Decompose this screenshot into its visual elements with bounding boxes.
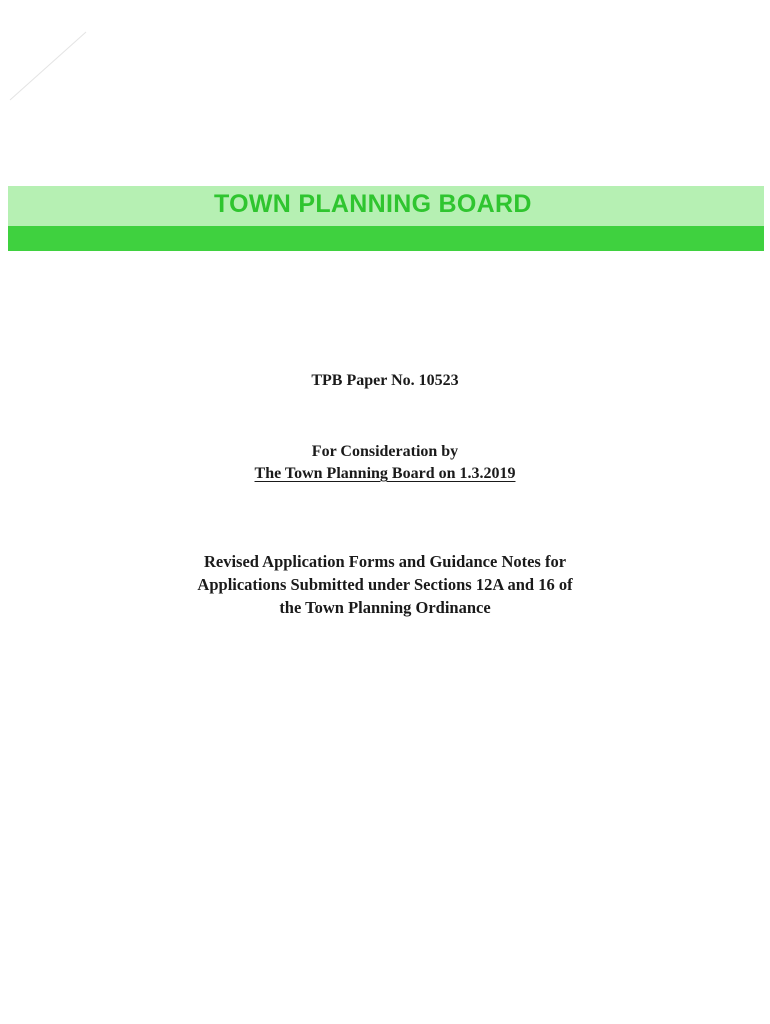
consideration-line-1: For Consideration by: [311, 443, 459, 460]
scan-artifact-line: [8, 30, 88, 102]
subject-block: [0, 550, 770, 619]
subject-line-1: Revised Application Forms and Guidance Notes for: [203, 552, 567, 571]
consideration-block: [0, 441, 770, 485]
subject-line-3: the Town Planning Ordinance: [279, 598, 491, 617]
consideration-line-2: The Town Planning Board on 1.3.2019: [254, 465, 516, 482]
paper-number: TPB Paper No. 10523: [311, 372, 459, 389]
header-title: TOWN PLANNING BOARD: [214, 190, 532, 218]
header-stripe: [8, 226, 764, 251]
subject-line-2: Applications Submitted under Sections 12A and 16 of: [197, 575, 573, 594]
